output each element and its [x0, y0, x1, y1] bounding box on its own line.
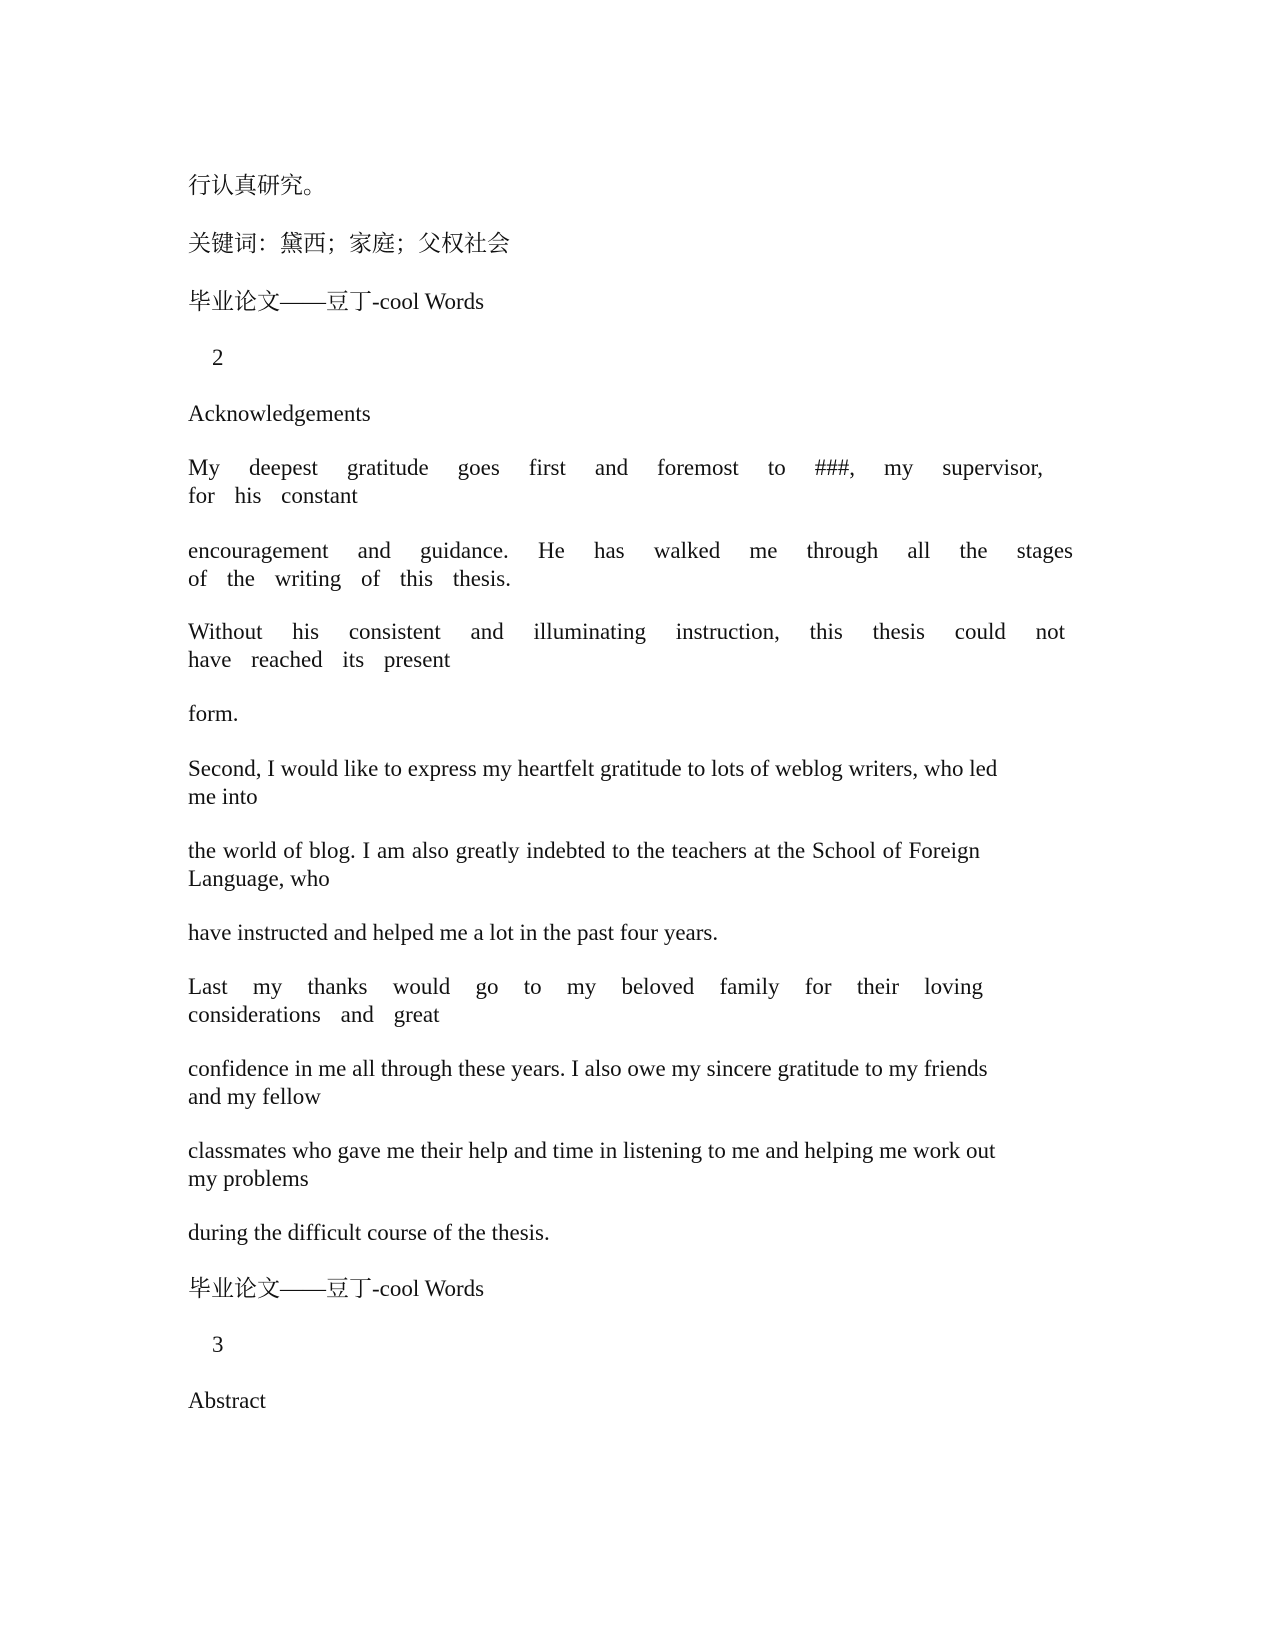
paragraph-line: classmates who gave me their help and time in listening to me and helping me work out — [188, 1138, 996, 1163]
paragraph-line: have reached its present — [188, 647, 451, 672]
keywords-line: 关键词：黛西；家庭；父权社会 — [188, 231, 510, 256]
section-heading-abstract: Abstract — [188, 1388, 266, 1413]
paragraph-line: the world of blog. I am also greatly indebted to the teachers at the School of Foreign — [188, 838, 981, 863]
paragraph-line: encouragement and guidance. He has walked me through all the stages — [188, 538, 1073, 563]
paragraph — [188, 454, 1083, 510]
section-heading-acknowledgements: Acknowledgements — [188, 401, 371, 426]
paragraph-line: Without his consistent and illuminating instruction, this thesis could not — [188, 619, 1065, 644]
paragraph-line: Second, I would like to express my heartfelt gratitude to lots of weblog writers, who led — [188, 756, 998, 781]
paragraph-line: my problems — [188, 1166, 309, 1191]
page-number: 3 — [212, 1332, 224, 1357]
paragraph-line: me into — [188, 784, 258, 809]
chinese-text-line: 行认真研究。 — [188, 173, 326, 198]
paragraph-line: during the difficult course of the thesis. — [188, 1220, 550, 1245]
paragraph-line: for his constant — [188, 483, 358, 508]
paragraph-line: confidence in me all through these years. I also owe my sincere gratitude to my friends — [188, 1056, 988, 1081]
running-header: 毕业论文——豆丁-cool Words — [188, 289, 485, 314]
paragraph — [188, 755, 1083, 811]
paragraph — [188, 1137, 1083, 1193]
paragraph — [188, 837, 1083, 893]
paragraph — [188, 973, 1083, 1029]
running-header: 毕业论文——豆丁-cool Words — [188, 1276, 485, 1301]
paragraph-line: of the writing of this thesis. — [188, 566, 511, 591]
paragraph — [188, 618, 1083, 674]
paragraph-line: form. — [188, 701, 239, 726]
paragraph-line: Last my thanks would go to my beloved family for their loving — [188, 974, 983, 999]
paragraph-line: considerations and great — [188, 1002, 440, 1027]
paragraph — [188, 1055, 1083, 1111]
paragraph-line: My deepest gratitude goes first and foremost to ###, my supervisor, — [188, 455, 1043, 480]
paragraph-line: have instructed and helped me a lot in the past four years. — [188, 920, 719, 945]
paragraph-line: and my fellow — [188, 1084, 321, 1109]
paragraph-line: Language, who — [188, 866, 330, 891]
page-number: 2 — [212, 345, 224, 370]
paragraph — [188, 537, 1083, 593]
